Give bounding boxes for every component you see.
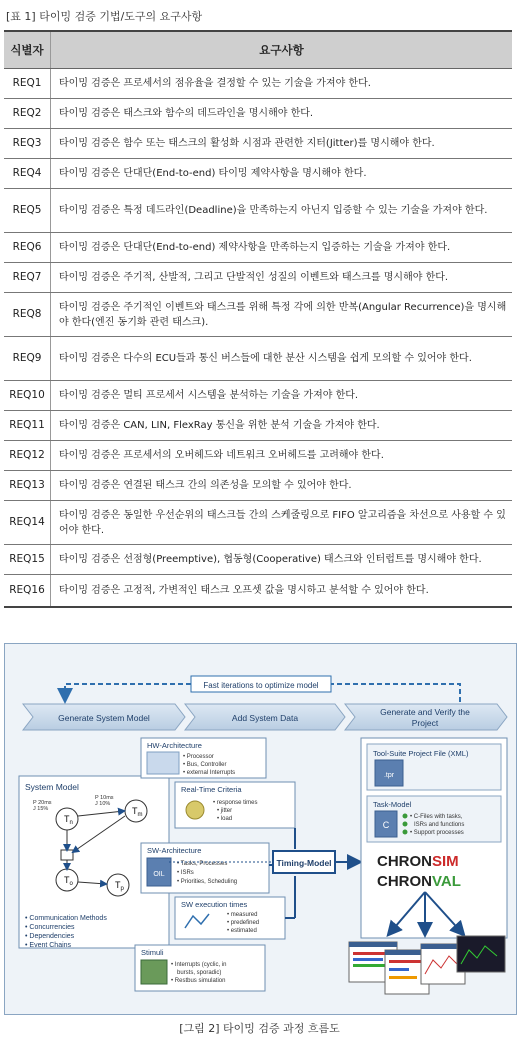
- table-row: [4, 471, 512, 501]
- sw-item-2: • ISRs: [177, 870, 194, 876]
- hw-chip-icon: [147, 752, 179, 774]
- param-b-period: P 10ms: [95, 795, 114, 801]
- rt-item-2: • jitter: [217, 808, 233, 814]
- table-row: [4, 337, 512, 381]
- sync-block: [61, 850, 73, 860]
- req-text: 타이밍 검증은 단대단(End-to-end) 제약사항을 만족하는지 입증하는 기술을 가져야 한다.: [51, 233, 513, 263]
- sw-title: SW-Architecture: [147, 846, 202, 855]
- task-item-1: • C-Files with tasks,: [410, 814, 463, 820]
- req-id: REQ10: [4, 381, 51, 411]
- req-id: REQ2: [4, 99, 51, 129]
- table-row: [4, 233, 512, 263]
- header-id: 식별자: [4, 31, 51, 69]
- sm-item-2: • Concurrencies: [25, 924, 75, 931]
- step-label-2: Add System Data: [231, 713, 299, 723]
- step-label-1: Generate System Model: [58, 713, 150, 723]
- stimuli-item-2: bursts, sporadic): [177, 970, 222, 976]
- oil-label: OIL: [153, 871, 165, 878]
- req-id: REQ11: [4, 411, 51, 441]
- step-label-3a: Generate and Verify the: [380, 707, 470, 717]
- table-row: [4, 441, 512, 471]
- task-model-title: Task-Model: [373, 800, 412, 809]
- rt-item-1: • response times: [213, 800, 258, 806]
- table-row: [4, 381, 512, 411]
- task-item-3: • Support processes: [410, 830, 464, 836]
- chronsim-logo: CHRONSIM: [377, 853, 459, 870]
- hw-title: HW-Architecture: [147, 741, 202, 750]
- swexec-item-2: • predefined: [227, 920, 260, 926]
- sm-item-4: • Event Chains: [25, 942, 72, 949]
- req-text: 타이밍 검증은 선점형(Preemptive), 협동형(Cooperative) 태스크와 인터럽트를 명시해야 한다.: [51, 545, 513, 575]
- table-row: [4, 263, 512, 293]
- swexec-item-3: • estimated: [227, 928, 257, 934]
- table-row: [4, 129, 512, 159]
- flow-diagram: [5, 644, 516, 1014]
- sw-item-1: • Tasks, Processes: [177, 861, 228, 867]
- task-item-2: ISRs and functions: [414, 822, 465, 828]
- req-text: 타이밍 검증은 함수 또는 태스크의 활성화 시점과 관련한 지터(Jitter)를 명시해야 한다.: [51, 129, 513, 159]
- table-row: [4, 293, 512, 337]
- circuit-board-icon: [141, 960, 167, 984]
- table-row: [4, 575, 512, 607]
- req-text: 타이밍 검증은 고정적, 가변적인 태스크 오프셋 값을 명시하고 분석할 수 있어야 한다.: [51, 575, 513, 607]
- table-header-row: [4, 31, 512, 69]
- req-text: 타이밍 검증은 다수의 ECU들과 통신 버스들에 대한 분산 시스템을 쉽게 모의할 수 있어야 한다.: [51, 337, 513, 381]
- node-n-label: $T_n$: [64, 814, 73, 826]
- table-row: [4, 69, 512, 99]
- req-id: REQ15: [4, 545, 51, 575]
- req-id: REQ16: [4, 575, 51, 607]
- loop-label: Fast iterations to optimize model: [203, 681, 319, 690]
- c-file-label: C: [382, 820, 390, 830]
- node-o-label: $T_o$: [64, 875, 73, 887]
- node-p-label: $T_p$: [115, 880, 124, 892]
- requirements-table: [4, 30, 512, 608]
- swexec-title: SW execution times: [181, 900, 248, 909]
- param-a-jitter: J 15%: [33, 806, 49, 812]
- req-id: REQ9: [4, 337, 51, 381]
- req-id: REQ1: [4, 69, 51, 99]
- table-row: [4, 411, 512, 441]
- sw-item-3: • Priorities, Scheduling: [177, 879, 238, 885]
- chronval-logo: CHRONVAL: [377, 873, 461, 890]
- stimuli-item-3: • Restbus simulation: [171, 978, 226, 984]
- req-text: 타이밍 검증은 단대단(End-to-end) 타이밍 제약사항을 명시해야 한다.: [51, 159, 513, 189]
- req-text: 타이밍 검증은 동일한 우선순위의 태스크들 간의 스케줄링으로 FIFO 알고리즘을 차선으로 사용할 수 있어야 한다.: [51, 501, 513, 545]
- table-caption: [표 1] 타이밍 검증 기법/도구의 요구사항: [6, 10, 203, 23]
- sm-item-1: • Communication Methods: [25, 915, 107, 922]
- tpr-label: .tpr: [383, 772, 395, 779]
- project-file-title: Tool-Suite Project File (XML): [373, 749, 469, 758]
- table-row: [4, 189, 512, 233]
- req-text: 타이밍 검증은 CAN, LIN, FlexRay 통신을 위한 분석 기술을 가져야 한다.: [51, 411, 513, 441]
- req-id: REQ6: [4, 233, 51, 263]
- rt-title: Real-Time Criteria: [181, 785, 242, 794]
- req-text: 타이밍 검증은 태스크와 함수의 데드라인을 명시해야 한다.: [51, 99, 513, 129]
- req-text: 타이밍 검증은 연결된 태스크 간의 의존성을 모의할 수 있어야 한다.: [51, 471, 513, 501]
- req-id: REQ7: [4, 263, 51, 293]
- timing-verification-flow-figure: [4, 643, 517, 1015]
- table-row: [4, 545, 512, 575]
- param-a-period: P 20ms: [33, 800, 52, 806]
- req-text: 타이밍 검증은 프로세서의 점유율을 결정할 수 있는 기술을 가져야 한다.: [51, 69, 513, 99]
- header-requirement: 요구사항: [51, 31, 513, 69]
- req-id: REQ13: [4, 471, 51, 501]
- hw-item-1: • Processor: [183, 754, 214, 760]
- swexec-item-1: • measured: [227, 912, 258, 918]
- stimuli-title: Stimuli: [141, 948, 164, 957]
- iteration-loop-arrow: [65, 684, 191, 700]
- figure-caption: [그림 2] 타이밍 검증 과정 흐름도: [179, 1022, 340, 1035]
- table-row: [4, 501, 512, 545]
- timing-model-label: Timing-Model: [276, 858, 332, 868]
- req-text: 타이밍 검증은 프로세서의 오버헤드와 네트워크 오버헤드를 고려해야 한다.: [51, 441, 513, 471]
- req-id: REQ4: [4, 159, 51, 189]
- table-row: [4, 99, 512, 129]
- req-id: REQ12: [4, 441, 51, 471]
- table-row: [4, 159, 512, 189]
- param-b-jitter: J 10%: [95, 801, 111, 807]
- hw-item-3: • external Interrupts: [183, 770, 236, 776]
- req-text: 타이밍 검증은 주기적인 이벤트와 태스크를 위해 특정 각에 의한 반복(Angular Recurrence)을 명시해야 한다(엔진 동기화 관련 태스크).: [51, 293, 513, 337]
- rt-item-3: • load: [217, 816, 233, 822]
- req-id: REQ3: [4, 129, 51, 159]
- stimuli-item-1: • Interrupts (cyclic, in: [171, 962, 227, 968]
- sm-item-3: • Dependencies: [25, 933, 75, 940]
- req-id: REQ5: [4, 189, 51, 233]
- step-label-3b: Project: [411, 718, 439, 728]
- req-text: 타이밍 검증은 특정 데드라인(Deadline)을 만족하는지 아닌지 입증할 수 있는 기술을 가져야 한다.: [51, 189, 513, 233]
- stopwatch-icon: [186, 801, 204, 819]
- result-screenshots: [349, 936, 505, 994]
- req-text: 타이밍 검증은 주기적, 산발적, 그리고 단발적인 성질의 이벤트와 태스크를 명시해야 한다.: [51, 263, 513, 293]
- req-id: REQ14: [4, 501, 51, 545]
- req-text: 타이밍 검증은 멀티 프로세서 시스템을 분석하는 기술을 가져야 한다.: [51, 381, 513, 411]
- system-model-title: System Model: [25, 782, 79, 792]
- req-id: REQ8: [4, 293, 51, 337]
- node-m-label: $T_m$: [132, 806, 143, 818]
- hw-item-2: • Bus, Controller: [183, 762, 227, 768]
